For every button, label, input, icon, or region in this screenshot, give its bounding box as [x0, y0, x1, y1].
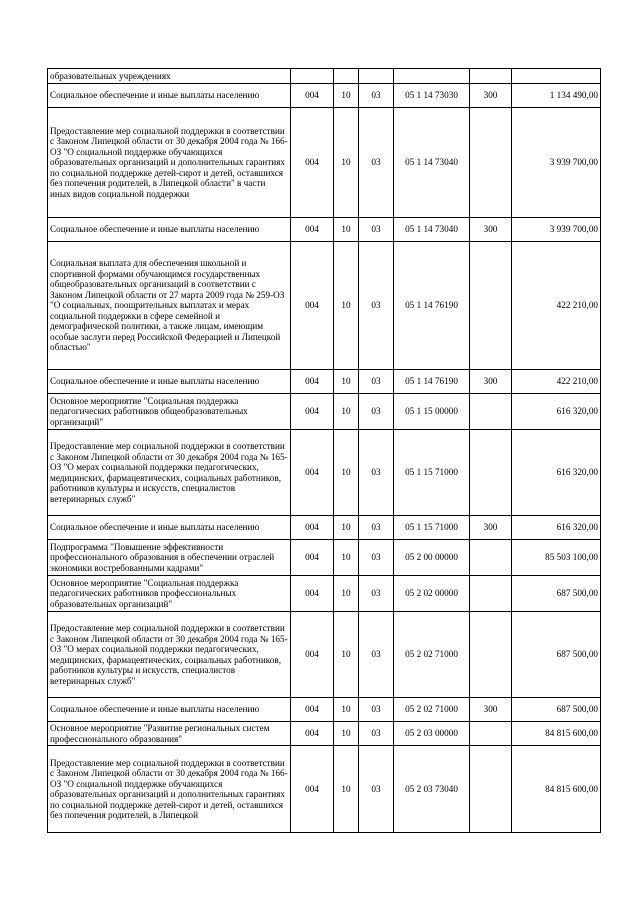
razdel-cell: 10	[334, 394, 359, 430]
sum-cell: 85 503 100,00	[512, 540, 601, 576]
table-row	[48, 370, 601, 394]
vedomstvo-cell: 004	[291, 612, 334, 698]
row-name-cell: Социальное обеспечение и иные выплаты населению	[48, 698, 291, 722]
sum-cell: 422 210,00	[512, 242, 601, 370]
podrazdel-cell: 03	[359, 84, 394, 108]
table-row	[48, 394, 601, 430]
vedomstvo-cell: 004	[291, 218, 334, 242]
row-name-cell: Предоставление мер социальной поддержки в соответствии с Законом Липецкой области от 30 декабря 2004 года № 166-ОЗ "О социальной поддержке обучающихся образовательных организаций и дополнительных гарантиях по социальной поддержке детей-сирот и детей, оставшихся без попечения родителей, в Липецкой области" в части иных видов социальной поддержки	[48, 108, 291, 218]
sum-cell: 3 939 700,00	[512, 108, 601, 218]
podrazdel-cell: 03	[359, 576, 394, 612]
sum-cell: 616 320,00	[512, 394, 601, 430]
row-name-cell: Социальное обеспечение и иные выплаты населению	[48, 84, 291, 108]
razdel-cell: 10	[334, 84, 359, 108]
razdel-cell: 10	[334, 370, 359, 394]
row-name-cell: образовательных учреждениях	[48, 69, 291, 84]
podrazdel-cell: 03	[359, 394, 394, 430]
vedomstvo-cell	[291, 69, 334, 84]
podrazdel-cell: 03	[359, 746, 394, 833]
vedomstvo-cell: 004	[291, 746, 334, 833]
table-body	[48, 69, 601, 833]
target-article-cell: 05 1 15 71000	[394, 430, 470, 516]
sum-cell: 616 320,00	[512, 516, 601, 540]
target-article-cell	[394, 69, 470, 84]
podrazdel-cell: 03	[359, 430, 394, 516]
row-name-cell: Социальная выплата для обеспечения школьной и спортивной формами обучающимся государственных общеобразовательных организаций в соответствии с Законом Липецкой области от 27 марта 2009 года № 259-ОЗ "О социальных, поощрительных выплатах и мерах социальной поддержки в сфере семейной и демографической политики, а также лицам, имеющим особые заслуги перед Российской Федерацией и Липецкой областью"	[48, 242, 291, 370]
vedomstvo-cell: 004	[291, 576, 334, 612]
expense-type-cell	[470, 69, 512, 84]
table-row	[48, 576, 601, 612]
table-row	[48, 612, 601, 698]
table-row	[48, 69, 601, 84]
razdel-cell: 10	[334, 746, 359, 833]
expense-type-cell	[470, 108, 512, 218]
expense-type-cell: 300	[470, 516, 512, 540]
razdel-cell: 10	[334, 430, 359, 516]
podrazdel-cell: 03	[359, 698, 394, 722]
expense-type-cell: 300	[470, 218, 512, 242]
podrazdel-cell: 03	[359, 516, 394, 540]
target-article-cell: 05 1 14 76190	[394, 242, 470, 370]
razdel-cell: 10	[334, 612, 359, 698]
podrazdel-cell: 03	[359, 370, 394, 394]
sum-cell	[512, 69, 601, 84]
podrazdel-cell	[359, 69, 394, 84]
razdel-cell: 10	[334, 722, 359, 746]
podrazdel-cell: 03	[359, 242, 394, 370]
target-article-cell: 05 1 14 73040	[394, 218, 470, 242]
razdel-cell: 10	[334, 242, 359, 370]
sum-cell: 84 815 600,00	[512, 722, 601, 746]
table-row	[48, 698, 601, 722]
target-article-cell: 05 1 14 73040	[394, 108, 470, 218]
razdel-cell: 10	[334, 576, 359, 612]
sum-cell: 3 939 700,00	[512, 218, 601, 242]
expense-type-cell	[470, 746, 512, 833]
expense-type-cell: 300	[470, 698, 512, 722]
target-article-cell: 05 1 15 00000	[394, 394, 470, 430]
table-row	[48, 746, 601, 833]
expense-type-cell	[470, 612, 512, 698]
table-row	[48, 84, 601, 108]
razdel-cell: 10	[334, 516, 359, 540]
target-article-cell: 05 2 02 71000	[394, 698, 470, 722]
expense-type-cell	[470, 540, 512, 576]
podrazdel-cell: 03	[359, 722, 394, 746]
target-article-cell: 05 2 03 00000	[394, 722, 470, 746]
table-row	[48, 540, 601, 576]
row-name-cell: Социальное обеспечение и иные выплаты населению	[48, 370, 291, 394]
podrazdel-cell: 03	[359, 540, 394, 576]
table-row	[48, 108, 601, 218]
sum-cell: 422 210,00	[512, 370, 601, 394]
target-article-cell: 05 2 03 73040	[394, 746, 470, 833]
expense-type-cell	[470, 430, 512, 516]
vedomstvo-cell: 004	[291, 698, 334, 722]
target-article-cell: 05 1 15 71000	[394, 516, 470, 540]
vedomstvo-cell: 004	[291, 370, 334, 394]
expense-type-cell: 300	[470, 84, 512, 108]
vedomstvo-cell: 004	[291, 540, 334, 576]
vedomstvo-cell: 004	[291, 84, 334, 108]
table-row	[48, 430, 601, 516]
vedomstvo-cell: 004	[291, 242, 334, 370]
vedomstvo-cell: 004	[291, 516, 334, 540]
row-name-cell: Социальное обеспечение и иные выплаты населению	[48, 516, 291, 540]
razdel-cell: 10	[334, 698, 359, 722]
sum-cell: 687 500,00	[512, 698, 601, 722]
expense-type-cell	[470, 722, 512, 746]
table-row	[48, 722, 601, 746]
target-article-cell: 05 1 14 76190	[394, 370, 470, 394]
vedomstvo-cell: 004	[291, 108, 334, 218]
sum-cell: 616 320,00	[512, 430, 601, 516]
row-name-cell: Предоставление мер социальной поддержки в соответствии с Законом Липецкой области от 30 декабря 2004 года № 165-ОЗ "О мерах социальной поддержки педагогических, медицинских, фармацевтических, социальных работников, работников культуры и искусств, специалистов ветеринарных служб"	[48, 430, 291, 516]
vedomstvo-cell: 004	[291, 394, 334, 430]
razdel-cell: 10	[334, 218, 359, 242]
podrazdel-cell: 03	[359, 218, 394, 242]
row-name-cell: Подпрограмма "Повышение эффективности профессионального образования в обеспечении отраслей экономики востребованными кадрами"	[48, 540, 291, 576]
podrazdel-cell: 03	[359, 612, 394, 698]
row-name-cell: Основное мероприятие "Социальная поддержка педагогических работников общеобразовательных организаций"	[48, 394, 291, 430]
row-name-cell: Основное мероприятие "Развитие региональных систем профессионального образования"	[48, 722, 291, 746]
table-row	[48, 516, 601, 540]
target-article-cell: 05 2 00 00000	[394, 540, 470, 576]
target-article-cell: 05 2 02 71000	[394, 612, 470, 698]
row-name-cell: Предоставление мер социальной поддержки в соответствии с Законом Липецкой области от 30 декабря 2004 года № 166-ОЗ "О социальной поддержке обучающихся образовательных организаций и дополнительных гарантиях по социальной поддержке детей-сирот и детей, оставшихся без попечения родителей, в Липецкой	[48, 746, 291, 833]
sum-cell: 687 500,00	[512, 612, 601, 698]
expense-type-cell: 300	[470, 370, 512, 394]
row-name-cell: Основное мероприятие "Социальная поддержка педагогических работников профессиональных образовательных организаций"	[48, 576, 291, 612]
table-row	[48, 218, 601, 242]
table-row	[48, 242, 601, 370]
row-name-cell: Социальное обеспечение и иные выплаты населению	[48, 218, 291, 242]
budget-table	[47, 68, 601, 833]
podrazdel-cell: 03	[359, 108, 394, 218]
row-name-cell: Предоставление мер социальной поддержки в соответствии с Законом Липецкой области от 30 декабря 2004 года № 165-ОЗ "О мерах социальной поддержки педагогических, медицинских, фармацевтических, социальных работников, работников культуры и искусств, специалистов ветеринарных служб"	[48, 612, 291, 698]
vedomstvo-cell: 004	[291, 722, 334, 746]
target-article-cell: 05 1 14 73030	[394, 84, 470, 108]
sum-cell: 1 134 490,00	[512, 84, 601, 108]
vedomstvo-cell: 004	[291, 430, 334, 516]
razdel-cell	[334, 69, 359, 84]
expense-type-cell	[470, 242, 512, 370]
expense-type-cell	[470, 576, 512, 612]
target-article-cell: 05 2 02 00000	[394, 576, 470, 612]
sum-cell: 84 815 600,00	[512, 746, 601, 833]
razdel-cell: 10	[334, 540, 359, 576]
sum-cell: 687 500,00	[512, 576, 601, 612]
expense-type-cell	[470, 394, 512, 430]
razdel-cell: 10	[334, 108, 359, 218]
